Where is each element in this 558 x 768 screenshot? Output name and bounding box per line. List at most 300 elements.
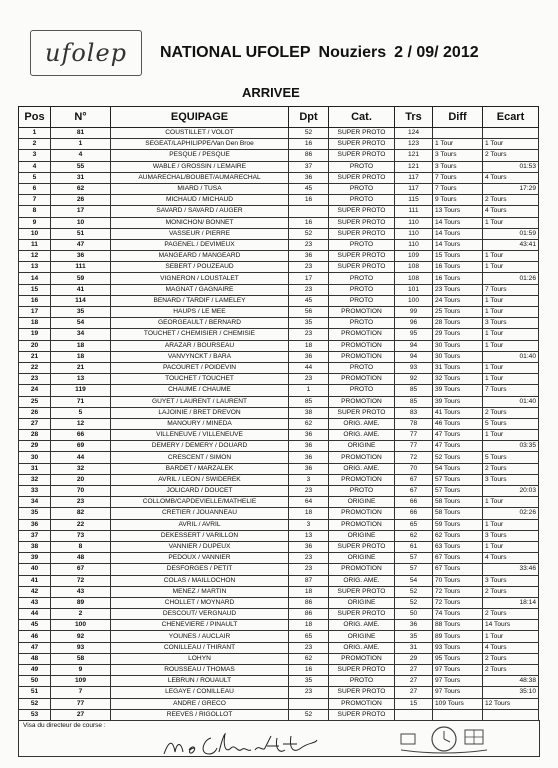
cell-trs [395,709,433,720]
cell-number: 59 [51,273,111,284]
cell-cat: PROTO [329,239,395,250]
cell-cat: ORIGINE [329,631,395,642]
col-header-number: N° [51,107,111,128]
cell-cat: PROTO [329,161,395,172]
cell-dpt: 36 [289,452,329,463]
table-row [19,687,539,698]
cell-cat: PROMOTION [329,474,395,485]
cell-trs: 100 [395,295,433,306]
table-row [19,530,539,541]
cell-trs: 109 [395,251,433,262]
cell-equipage: VASSEUR / PIERRE [111,228,289,239]
cell-trs: 108 [395,273,433,284]
cell-diff: 58 Tours [433,497,483,508]
table-row [19,631,539,642]
cell-ecart: 3 Tours [483,575,539,586]
cell-ecart: 03:35 [483,441,539,452]
cell-pos: 39 [19,553,51,564]
logo-text: ufolep [44,39,128,67]
table-row [19,553,539,564]
table-row [19,698,539,709]
cell-ecart: 2 Tours [483,195,539,206]
cell-pos: 44 [19,609,51,620]
cell-diff: 72 Tours [433,597,483,608]
cell-dpt: 52 [289,709,329,720]
cell-trs: 121 [395,150,433,161]
cell-equipage: CHAUME / CHAUME [111,385,289,396]
cell-ecart: 4 Tours [483,642,539,653]
cell-dpt: 1 [289,385,329,396]
cell-diff: 70 Tours [433,575,483,586]
table-row [19,642,539,653]
cell-trs: 61 [395,541,433,552]
cell-cat: SUPER PROTO [329,206,395,217]
table-row [19,586,539,597]
cell-pos: 29 [19,441,51,452]
cell-equipage: AVRIL / AVRIL [111,519,289,530]
cell-cat: ORIG. AME. [329,418,395,429]
cell-pos: 7 [19,195,51,206]
cell-diff: 30 Tours [433,351,483,362]
cell-diff: 72 Tours [433,586,483,597]
cell-ecart: 2 Tours [483,653,539,664]
cell-number: 18 [51,340,111,351]
cell-dpt: 17 [289,273,329,284]
cell-dpt: 87 [289,575,329,586]
cell-ecart: 2 Tours [483,150,539,161]
table-row [19,307,539,318]
cell-ecart: 1 Tour [483,307,539,318]
cell-diff: 14 Tours [433,239,483,250]
cell-number: 67 [51,564,111,575]
cell-number: 12 [51,418,111,429]
cell-pos: 11 [19,239,51,250]
cell-equipage: ROUSSEAU / THOMAS [111,665,289,676]
cell-equipage: MAGNAT / GAGNAIRE [111,284,289,295]
cell-equipage: PACOURET / POIDEVIN [111,362,289,373]
cell-pos: 40 [19,564,51,575]
table-row [19,139,539,150]
cell-trs: 54 [395,575,433,586]
cell-diff: 97 Tours [433,665,483,676]
cell-pos: 15 [19,284,51,295]
cell-ecart: 20:03 [483,486,539,497]
cell-dpt: 85 [289,396,329,407]
cell-dpt: 23 [289,564,329,575]
cell-trs: 67 [395,486,433,497]
cell-ecart: 1 Tour [483,374,539,385]
visa-label: Visa du directeur de course : [23,722,106,729]
table-row [19,183,539,194]
cell-pos: 28 [19,430,51,441]
cell-number: 81 [51,128,111,139]
cell-diff: 89 Tours [433,631,483,642]
cell-diff: 24 Tours [433,295,483,306]
table-row [19,441,539,452]
table-row [19,407,539,418]
cell-trs: 85 [395,385,433,396]
cell-equipage: TOUCHET / CHEMISIER / CHEMISIE [111,329,289,340]
cell-trs: 111 [395,206,433,217]
cell-number: 92 [51,631,111,642]
cell-pos: 53 [19,709,51,720]
col-header-pos: Pos [19,107,51,128]
cell-dpt: 86 [289,150,329,161]
cell-number: 93 [51,642,111,653]
table-row [19,597,539,608]
cell-ecart: 1 Tour [483,541,539,552]
cell-pos: 33 [19,486,51,497]
cell-cat: SUPER PROTO [329,541,395,552]
cell-trs: 94 [395,351,433,362]
cell-number: 70 [51,486,111,497]
cell-equipage: VANVYNCKT / BARA [111,351,289,362]
cell-trs: 93 [395,362,433,373]
cell-equipage: ARAZAR / BOURSEAU [111,340,289,351]
cell-trs: 110 [395,217,433,228]
cell-dpt: 45 [289,295,329,306]
cell-dpt [289,206,329,217]
cell-pos: 13 [19,262,51,273]
cell-ecart: 4 Tours [483,206,539,217]
footer-box [18,720,540,757]
cell-equipage: DEKESSERT / VARILLON [111,530,289,541]
cell-diff: 25 Tours [433,307,483,318]
event-headline [160,44,479,62]
cell-equipage: YOUNES / AUCLAIR [111,631,289,642]
event-title: NATIONAL UFOLEP [160,44,311,61]
cell-equipage: VIGNERON / LOUSTALET [111,273,289,284]
cell-cat: SUPER PROTO [329,687,395,698]
cell-number: 41 [51,284,111,295]
cell-cat: PROTO [329,273,395,284]
cell-diff: 3 Tours [433,161,483,172]
table-row [19,329,539,340]
cell-number: 58 [51,653,111,664]
cell-cat: SUPER PROTO [329,586,395,597]
cell-equipage: MONICHON/ BONNET [111,217,289,228]
cell-dpt: 23 [289,553,329,564]
cell-diff: 16 Tours [433,262,483,273]
cell-cat: PROTO [329,318,395,329]
cell-ecart: 02:26 [483,508,539,519]
table-row [19,206,539,217]
cell-ecart: 1 Tour [483,631,539,642]
cell-dpt: 35 [289,318,329,329]
cell-dpt: 52 [289,228,329,239]
cell-diff: 9 Tours [433,195,483,206]
cell-ecart: 2 Tours [483,407,539,418]
cell-trs: 83 [395,407,433,418]
cell-dpt: 62 [289,418,329,429]
results-body [19,128,539,721]
cell-trs: 99 [395,307,433,318]
cell-dpt: 62 [289,653,329,664]
cell-dpt: 36 [289,172,329,183]
table-row [19,284,539,295]
cell-equipage: SEGEAT/LAPHILIPPE/Van Den Broe [111,139,289,150]
cell-number: 32 [51,463,111,474]
cell-diff: 47 Tours [433,430,483,441]
cell-diff: 59 Tours [433,519,483,530]
cell-cat: PROMOTION [329,452,395,463]
cell-cat: SUPER PROTO [329,609,395,620]
cell-number: 22 [51,519,111,530]
cell-trs: 121 [395,161,433,172]
cell-equipage: MIARD / TUSA [111,183,289,194]
cell-diff: 41 Tours [433,407,483,418]
cell-equipage: MENEZ / MARTIN [111,586,289,597]
cell-dpt: 35 [289,676,329,687]
cell-pos: 16 [19,295,51,306]
cell-cat: PROMOTION [329,519,395,530]
cell-equipage: BARDET / MARZALEK [111,463,289,474]
cell-equipage: DESCOUT/ VERGNAUD [111,609,289,620]
cell-cat: ORIGINE [329,530,395,541]
cell-trs: 57 [395,553,433,564]
cell-number: 69 [51,441,111,452]
cell-number: 23 [51,497,111,508]
cell-trs: 67 [395,474,433,485]
cell-cat: PROTO [329,486,395,497]
cell-diff [433,709,483,720]
section-title: ARRIVEE [242,85,300,100]
cell-pos: 26 [19,407,51,418]
cell-ecart: 5 Tours [483,452,539,463]
director-signature [159,730,319,760]
cell-trs: 31 [395,642,433,653]
cell-number: 43 [51,586,111,597]
table-row [19,351,539,362]
cell-equipage: CRETIER / JOUANNEAU [111,508,289,519]
cell-cat: PROMOTION [329,340,395,351]
cell-cat: PROMOTION [329,351,395,362]
cell-ecart: 01:26 [483,273,539,284]
table-row [19,385,539,396]
cell-number: 21 [51,362,111,373]
cell-number: 54 [51,318,111,329]
cell-cat: SUPER PROTO [329,172,395,183]
cell-trs: 85 [395,396,433,407]
cell-trs: 66 [395,497,433,508]
cell-number: 119 [51,385,111,396]
cell-trs: 36 [395,620,433,631]
cell-diff: 57 Tours [433,474,483,485]
cell-ecart [483,128,539,139]
table-row [19,150,539,161]
cell-ecart: 3 Tours [483,318,539,329]
cell-cat: PROTO [329,676,395,687]
table-row [19,362,539,373]
cell-diff: 95 Tours [433,653,483,664]
table-row [19,418,539,429]
cell-diff: 7 Tours [433,183,483,194]
cell-dpt: 16 [289,139,329,150]
table-row [19,262,539,273]
cell-equipage: COLLOMB/CAPDEVIELLE/MATHELIE [111,497,289,508]
cell-dpt: 16 [289,195,329,206]
cell-cat: ORIG. AME. [329,463,395,474]
cell-dpt: 3 [289,519,329,530]
cell-pos: 9 [19,217,51,228]
cell-trs: 27 [395,676,433,687]
cell-number: 18 [51,351,111,362]
cell-number: 51 [51,228,111,239]
cell-diff: 14 Tours [433,217,483,228]
table-row [19,172,539,183]
cell-cat: PROMOTION [329,396,395,407]
cell-pos: 42 [19,586,51,597]
cell-pos: 36 [19,519,51,530]
table-row [19,128,539,139]
cell-pos: 25 [19,396,51,407]
cell-cat: SUPER PROTO [329,228,395,239]
cell-diff: 57 Tours [433,486,483,497]
cell-dpt: 23 [289,284,329,295]
cell-ecart: 3 Tours [483,474,539,485]
cell-ecart: 17:29 [483,183,539,194]
cell-dpt: 65 [289,631,329,642]
cell-diff: 39 Tours [433,396,483,407]
col-header-equipage: EQUIPAGE [111,107,289,128]
cell-number: 77 [51,698,111,709]
cell-pos: 1 [19,128,51,139]
cell-dpt: 45 [289,183,329,194]
cell-diff: 3 Tours [433,150,483,161]
table-row [19,228,539,239]
cell-number: 66 [51,430,111,441]
cell-trs: 35 [395,631,433,642]
cell-number: 72 [51,575,111,586]
cell-equipage: CONILLEAU / THIRANT [111,642,289,653]
cell-cat: ORIG. AME. [329,620,395,631]
cell-diff: 109 Tours [433,698,483,709]
cell-equipage: CHOLLET / MOYNARD [111,597,289,608]
cell-pos: 20 [19,340,51,351]
cell-number: 73 [51,530,111,541]
cell-number: 114 [51,295,111,306]
cell-diff: 15 Tours [433,251,483,262]
table-row [19,620,539,631]
cell-number: 5 [51,407,111,418]
cell-trs: 77 [395,441,433,452]
col-header-diff: Diff [433,107,483,128]
cell-ecart: 01:40 [483,396,539,407]
cell-ecart: 1 Tour [483,295,539,306]
cell-ecart: 1 Tour [483,217,539,228]
cell-cat: PROTO [329,362,395,373]
cell-pos: 46 [19,631,51,642]
cell-number: 62 [51,183,111,194]
cell-pos: 34 [19,497,51,508]
cell-trs: 57 [395,564,433,575]
cell-cat: ORIGINE [329,597,395,608]
cell-ecart: 5 Tours [483,418,539,429]
cell-dpt: 86 [289,597,329,608]
table-row [19,665,539,676]
cell-dpt: 23 [289,374,329,385]
cell-equipage: DEMERY / DEMERY / DOUARD [111,441,289,452]
table-row [19,374,539,385]
cell-diff: 46 Tours [433,418,483,429]
cell-number: 9 [51,665,111,676]
cell-number: 31 [51,172,111,183]
cell-diff: 13 Tours [433,206,483,217]
table-row [19,430,539,441]
cell-trs: 78 [395,418,433,429]
cell-cat: PROMOTION [329,653,395,664]
col-header-dpt: Dpt [289,107,329,128]
cell-ecart: 33:46 [483,564,539,575]
cell-trs: 108 [395,262,433,273]
cell-dpt: 23 [289,642,329,653]
cell-cat: SUPER PROTO [329,407,395,418]
cell-cat: SUPER PROTO [329,709,395,720]
cell-pos: 37 [19,530,51,541]
cell-cat: SUPER PROTO [329,665,395,676]
cell-dpt: 38 [289,407,329,418]
cell-cat: SUPER PROTO [329,139,395,150]
cell-ecart: 1 Tour [483,430,539,441]
cell-trs: 117 [395,183,433,194]
cell-diff: 30 Tours [433,340,483,351]
cell-diff: 67 Tours [433,553,483,564]
cell-trs: 27 [395,665,433,676]
cell-ecart: 35:10 [483,687,539,698]
col-header-trs: Trs [395,107,433,128]
cell-number: 36 [51,251,111,262]
cell-diff: 88 Tours [433,620,483,631]
cell-equipage: HAUPS / LE MEE [111,307,289,318]
cell-diff: 1 Tour [433,139,483,150]
cell-dpt: 18 [289,620,329,631]
cell-diff: 97 Tours [433,687,483,698]
cell-equipage: TOUCHET / TOUCHET [111,374,289,385]
cell-number: 17 [51,206,111,217]
cell-pos: 32 [19,474,51,485]
cell-diff: 31 Tours [433,362,483,373]
cell-ecart [483,709,539,720]
cell-dpt: 36 [289,441,329,452]
cell-pos: 21 [19,351,51,362]
cell-pos: 49 [19,665,51,676]
cell-ecart: 48:38 [483,676,539,687]
cell-number: 47 [51,239,111,250]
cell-trs: 52 [395,597,433,608]
cell-equipage: GUYET / LAURENT / LAURENT [111,396,289,407]
cell-ecart: 12 Tours [483,698,539,709]
cell-ecart: 7 Tours [483,284,539,295]
cell-equipage: JOLICARD / DOUCET [111,486,289,497]
table-row [19,653,539,664]
table-row [19,519,539,530]
cell-dpt: 18 [289,586,329,597]
table-row [19,239,539,250]
cell-ecart: 18:14 [483,597,539,608]
cell-dpt: 3 [289,474,329,485]
cell-cat: SUPER PROTO [329,262,395,273]
cell-pos: 31 [19,463,51,474]
table-row [19,497,539,508]
cell-ecart: 2 Tours [483,463,539,474]
cell-dpt: 23 [289,687,329,698]
cell-dpt: 52 [289,128,329,139]
cell-cat: SUPER PROTO [329,150,395,161]
cell-ecart: 1 Tour [483,519,539,530]
cell-diff: 32 Tours [433,374,483,385]
cell-number: 48 [51,553,111,564]
cell-equipage: GEORGEAULT / BERNARD [111,318,289,329]
